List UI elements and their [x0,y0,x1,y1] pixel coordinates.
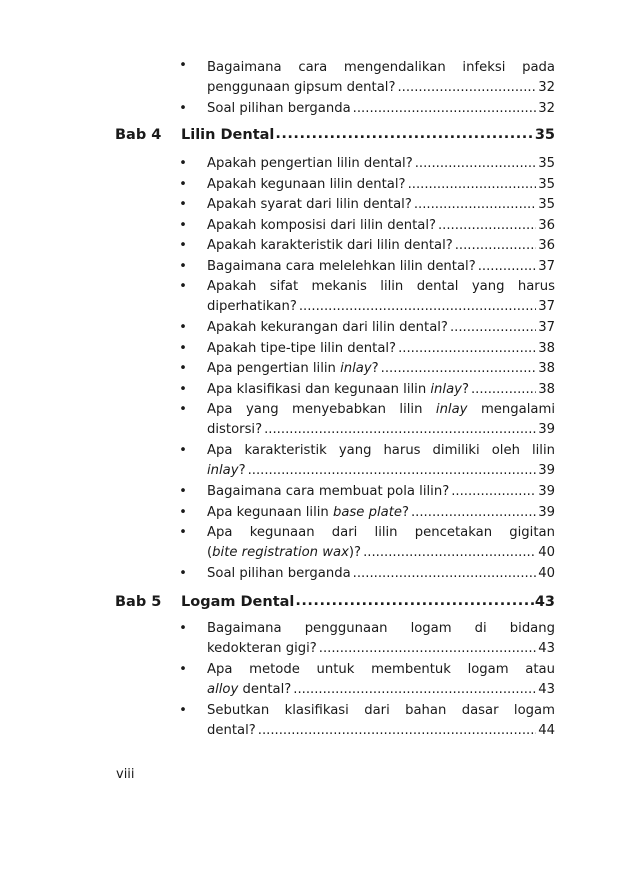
word: Sebutkan [207,703,270,718]
page-number: 43 [534,594,555,610]
entry-text: Apa pengertian lilin inlay? [207,361,379,376]
word: logam [513,703,555,718]
dot-leader [264,420,536,440]
page-number: 43 [538,641,555,656]
page-number: 35 [538,176,555,192]
italic-term: inlay [207,463,239,478]
entry-text: inlay? [207,463,246,478]
italic-term: inlay [430,381,462,397]
bullet-icon: • [179,443,187,458]
bullet-icon: • [179,320,187,335]
entry-text: Soal pilihan berganda [207,566,351,581]
entry-line-1 [207,441,555,461]
word: membentuk [371,662,451,677]
italic-term: inlay [340,361,372,376]
word: mengalami [480,402,555,417]
word: Bagaimana [207,621,282,636]
entry-line [207,154,555,174]
word: lilin [531,443,555,458]
entry-line-1 [207,523,555,543]
word: lilin [399,402,423,417]
list-item [178,58,555,100]
entry-text: Apakah kegunaan lilin dental? [207,176,406,192]
word: dasar [461,703,499,718]
page-number: 39 [538,422,555,437]
dot-leader [363,543,536,563]
dot-leader [471,380,536,400]
word: bidang [509,621,555,636]
word: harus [383,443,421,458]
entry-line [207,236,555,256]
page-number: 35 [534,127,555,143]
dot-leader [478,257,537,277]
word: logam [467,662,509,677]
entry-line-1 [207,400,555,420]
entry-line [207,482,555,502]
entry-line-1 [207,58,555,78]
bullet-icon: • [179,402,187,417]
word: menyebabkan [292,402,386,417]
word: sifat [269,279,299,294]
bullet-icon: • [179,258,187,274]
page-number: 39 [538,484,555,499]
dot-leader [353,564,537,584]
entry-text: dental? [207,723,256,738]
list-item [178,195,555,216]
dot-leader [295,593,533,609]
list-item [178,175,555,196]
bullet-icon: • [179,217,187,233]
bullet-icon: • [179,361,187,376]
page-number: 35 [538,156,555,171]
entry-line-1 [207,660,555,680]
bullet-icon: • [179,484,187,499]
entry-line-2 [207,543,555,563]
entry-text: penggunaan gipsum dental? [207,80,396,95]
entry-line-1 [207,277,555,297]
entry-text: (bite registration wax)? [207,545,362,560]
list-item [178,154,555,175]
dot-leader [438,216,536,236]
page-number: 37 [538,258,555,274]
entry-text: Apakah karakteristik dari lilin dental? [207,238,453,253]
word: kegunaan [249,525,315,540]
bullet-icon: • [179,238,187,253]
page-number: 40 [538,566,555,581]
word: Apa [207,662,233,677]
entry-text: kedokteran gigi? [207,641,317,656]
list-item [178,339,555,360]
page-number: 35 [538,197,555,212]
entry-text: Apakah pengertian lilin dental? [207,156,413,171]
list-item [178,619,555,660]
list-item [178,359,555,380]
dot-leader [319,639,536,659]
list-item [178,277,555,318]
entry-text: Apakah tipe-tipe lilin dental? [207,340,397,356]
entry-line-2 [207,721,555,741]
word: karakteristik [244,443,327,458]
page-number: 32 [538,80,555,95]
page-number: 43 [538,682,555,697]
list-item [178,660,555,701]
word: pada [522,60,555,75]
entry-line-2 [207,420,555,440]
italic-term: inlay [435,402,468,417]
word: dimiliki [432,443,480,458]
word: mengendalikan [343,60,446,75]
chapter-heading [115,124,555,146]
page-number: 44 [538,723,555,738]
word: Bagaimana [207,60,282,75]
entry-line [207,380,555,400]
list-item [178,400,555,441]
bullet-icon: • [179,504,187,520]
list-item [178,216,555,237]
bullet-icon: • [179,197,187,212]
entry-line [207,195,555,215]
page-number: 39 [538,463,555,478]
bullet-icon: • [179,156,187,171]
page-number: 38 [538,340,555,356]
page-number: 36 [538,238,555,253]
word: harus [517,279,555,294]
page-number: 38 [538,361,555,376]
word: Apa [207,402,233,417]
dot-leader [455,236,536,256]
page-number: 39 [538,504,555,520]
bullet-icon: • [179,621,187,636]
word: yang [338,443,372,458]
list-item [178,99,555,119]
bullet-icon: • [179,703,187,718]
entry-text: Apakah kekurangan dari lilin dental? [207,320,448,335]
list-item [178,482,555,503]
dot-leader [398,339,536,359]
entry-line-2 [207,639,555,659]
word: gigitan [509,525,555,540]
page-number: 38 [538,381,555,397]
entry-text: Soal pilihan berganda [207,101,351,116]
chapter-title: Logam Dental [181,594,295,610]
word: logam [410,621,452,636]
entry-line-2 [207,78,555,98]
dot-leader [258,721,536,741]
bullet-icon: • [179,525,187,540]
dot-leader [414,195,536,215]
entry-text: Apa kegunaan lilin base plate? [207,504,409,520]
word: Apa [207,525,233,540]
bullet-icon: • [179,101,187,116]
list-item [178,257,555,278]
dot-leader [451,482,536,502]
word: lilin [374,525,398,540]
page-number: 37 [538,320,555,335]
entry-text: alloy dental? [207,682,292,697]
italic-term: bite registration wax [212,545,349,560]
entry-line [207,216,555,236]
chapter-number: Bab 4 [115,127,162,143]
page-number: 40 [538,545,555,560]
entry-text: Bagaimana cara melelehkan lilin dental? [207,258,476,274]
entry-text: Bagaimana cara membuat pola lilin? [207,484,450,499]
word: Apakah [207,279,257,294]
entry-line [207,257,555,277]
page-number: 37 [538,299,555,314]
dot-leader [293,680,536,700]
entry-line [207,359,555,379]
entry-line [207,318,555,338]
entry-line-1 [207,701,555,721]
word: untuk [316,662,355,677]
dot-leader [248,461,537,481]
entry-line-2 [207,297,555,317]
word: pencetakan [414,525,493,540]
entry-text: diperhatikan? [207,299,297,314]
dot-leader [408,175,537,195]
chapter-heading [115,591,555,613]
word: metode [249,662,300,677]
list-item [178,701,555,742]
list-item [178,564,555,585]
word: yang [471,279,505,294]
entry-line [207,175,555,195]
entry-text: Apakah syarat dari lilin dental? [207,197,412,212]
bullet-icon: • [179,176,187,192]
word: atau [525,662,555,677]
chapter-title: Lilin Dental [181,127,275,143]
list-item [178,441,555,482]
word: oleh [491,443,520,458]
italic-term: base plate [332,504,402,520]
dot-leader [415,154,537,174]
word: cara [298,60,328,75]
list-item [178,318,555,339]
entry-text: Apa klasifikasi dan kegunaan lilin inlay? [207,381,469,397]
word: infeksi [462,60,506,75]
list-item [178,503,555,524]
entry-line [207,339,555,359]
bullet-icon: • [179,381,187,397]
bullet-icon: • [179,662,187,677]
word: dental [416,279,459,294]
entry-line [207,564,555,584]
dot-leader [353,99,537,119]
dot-leader [397,78,536,98]
word: mekanis [311,279,367,294]
word: yang [245,402,279,417]
dot-leader [411,503,536,523]
bullet-icon: • [179,340,187,356]
entry-line-2 [207,461,555,481]
word: di [474,621,487,636]
list-item [178,523,555,564]
page-number: 36 [538,217,555,233]
bullet-icon: • [179,58,187,73]
word: Apa [207,443,233,458]
footer-page-number: viii [116,767,135,782]
word: lilin [380,279,404,294]
bullet-icon: • [179,279,187,294]
entry-line-1 [207,619,555,639]
word: klasifikasi [284,703,349,718]
word: dari [331,525,358,540]
bullet-icon: • [179,566,187,581]
dot-leader [450,318,536,338]
word: dari [364,703,390,718]
entry-text: Apakah komposisi dari lilin dental? [207,217,436,233]
dot-leader [381,359,537,379]
chapter-number: Bab 5 [115,594,162,610]
word: bahan [405,703,447,718]
entry-text: distorsi? [207,422,263,437]
word: penggunaan [304,621,388,636]
list-item [178,236,555,257]
dot-leader [299,297,536,317]
entry-line [207,503,555,523]
italic-term: alloy [207,682,239,697]
entry-line-2 [207,680,555,700]
list-item [178,380,555,401]
entry-line [207,99,555,119]
dot-leader [275,126,533,142]
page-number: 32 [538,101,555,116]
